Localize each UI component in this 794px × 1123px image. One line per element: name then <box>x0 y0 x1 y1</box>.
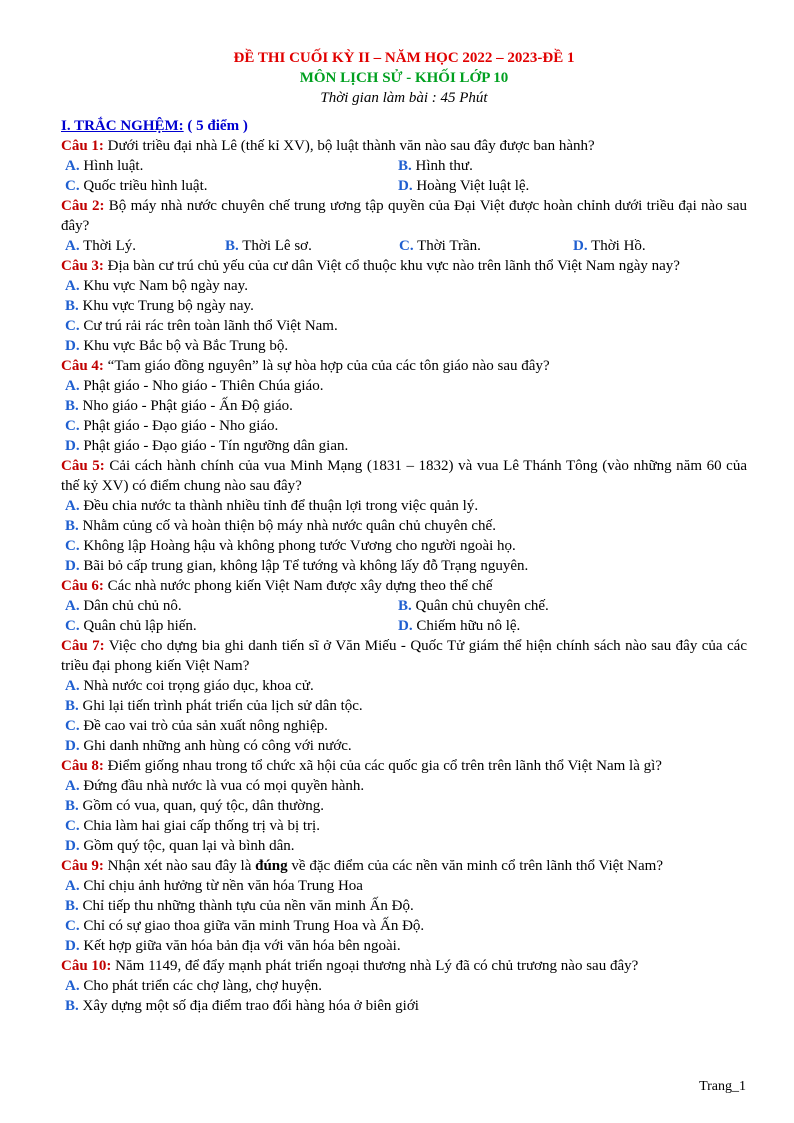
question-stem <box>104 138 595 154</box>
answer-text: Nhằm củng cố và hoàn thiện bộ máy nhà nước quân chủ chuyên chế. <box>78 518 496 534</box>
question-stem-text: Địa bàn cư trú chủ yếu của cư dân Việt cổ thuộc khu vực nào trên lãnh thổ Việt Nam ngày nay? <box>103 258 680 274</box>
question <box>61 136 747 156</box>
question-label: Câu 1: <box>61 138 104 154</box>
answer-text: Chia làm hai giai cấp thống trị và bị trị. <box>79 818 320 834</box>
answer-option <box>65 596 398 616</box>
question <box>61 636 747 676</box>
answer-option <box>61 276 747 296</box>
answer-letter: B. <box>65 518 79 534</box>
answer-text: Hình luật. <box>79 158 144 174</box>
answer-options <box>61 156 747 196</box>
answer-letter: D. <box>65 838 80 854</box>
question-stem-text: Dưới triều đại nhà Lê (thế kỉ XV), bộ luật thành văn nào sau đây được ban hành? <box>103 138 595 154</box>
question-label: Câu 6: <box>61 578 104 594</box>
answer-row <box>61 156 747 176</box>
question-stem <box>104 858 663 874</box>
answer-option <box>398 176 731 196</box>
question-stem <box>104 578 493 594</box>
answer-letter: A. <box>65 878 80 894</box>
answer-option <box>61 336 747 356</box>
answer-text: Thời Lê sơ. <box>238 238 312 254</box>
answer-letter: A. <box>65 678 80 694</box>
section-title: I. TRẮC NGHỆM: <box>61 118 184 134</box>
answer-letter: B. <box>398 598 412 614</box>
question-label: Câu 3: <box>61 258 104 274</box>
answer-row <box>61 176 747 196</box>
answer-letter: D. <box>398 618 413 634</box>
question-stem <box>111 958 638 974</box>
question <box>61 856 747 876</box>
answer-row <box>61 596 747 616</box>
answer-text: Dân chủ chủ nô. <box>79 598 182 614</box>
answer-text: Bãi bỏ cấp trung gian, không lập Tể tướng và không lấy đỗ Trạng nguyên. <box>79 558 529 574</box>
answer-options <box>61 236 747 256</box>
answer-options <box>61 676 747 756</box>
question-stem <box>61 198 747 234</box>
answer-text: Chỉ có sự giao thoa giữa văn minh Trung Hoa và Ấn Độ. <box>79 918 425 934</box>
answer-text: Hoàng Việt luật lệ. <box>412 178 530 194</box>
answer-text: Thời Trần. <box>413 238 481 254</box>
question-stem-text: về đặc điểm của các nền văn minh cổ trên lãnh thổ Việt Nam? <box>287 858 664 874</box>
answer-letter: B. <box>65 798 79 814</box>
answer-option <box>61 876 747 896</box>
answer-option <box>65 236 225 256</box>
answer-option <box>65 176 398 196</box>
question <box>61 256 747 276</box>
answer-option <box>65 156 398 176</box>
question <box>61 576 747 596</box>
answer-letter: A. <box>65 378 80 394</box>
answer-text: Ghi danh những anh hùng có công với nước. <box>79 738 352 754</box>
answer-letter: B. <box>65 398 79 414</box>
question <box>61 956 747 976</box>
answer-letter: B. <box>65 898 79 914</box>
answer-option <box>61 376 747 396</box>
question-list <box>61 136 747 1016</box>
answer-text: Quân chủ chuyên chế. <box>411 598 549 614</box>
question-stem <box>104 758 662 774</box>
answer-text: Chỉ tiếp thu những thành tựu của nền văn minh Ấn Độ. <box>78 898 414 914</box>
answer-text: Phật giáo - Đạo giáo - Tín ngưỡng dân gian. <box>79 438 349 454</box>
answer-text: Phật giáo - Đạo giáo - Nho giáo. <box>79 418 279 434</box>
answer-letter: B. <box>225 238 239 254</box>
answer-text: Gồm có vua, quan, quý tộc, dân thường. <box>78 798 324 814</box>
answer-letter: A. <box>65 978 80 994</box>
answer-option <box>61 496 747 516</box>
answer-option <box>61 436 747 456</box>
question-label: Câu 9: <box>61 858 104 874</box>
question-stem <box>61 638 747 674</box>
answer-option <box>61 836 747 856</box>
answer-text: Khu vực Bắc bộ và Bắc Trung bộ. <box>79 338 289 354</box>
answer-text: Đứng đầu nhà nước là vua có mọi quyền hành. <box>79 778 365 794</box>
answer-text: Gồm quý tộc, quan lại và bình dân. <box>79 838 295 854</box>
answer-options <box>61 276 747 356</box>
answer-letter: C. <box>65 318 80 334</box>
question-stem-text: Các nhà nước phong kiến Việt Nam được xây dựng theo thể chế <box>103 578 493 594</box>
answer-letter: B. <box>65 998 79 1014</box>
answer-text: Nho giáo - Phật giáo - Ấn Độ giáo. <box>78 398 293 414</box>
question-stem <box>104 258 680 274</box>
exam-page <box>61 0 747 1016</box>
question-label: Câu 5: <box>61 458 105 474</box>
answer-text: Xây dựng một số địa điểm trao đổi hàng hóa ở biên giới <box>78 998 419 1014</box>
answer-letter: B. <box>398 158 412 174</box>
answer-text: Đề cao vai trò của sản xuất nông nghiệp. <box>79 718 328 734</box>
answer-letter: C. <box>65 718 80 734</box>
question-stem <box>61 458 747 494</box>
answer-letter: C. <box>65 418 80 434</box>
answer-letter: D. <box>65 558 80 574</box>
answer-letter: C. <box>65 538 80 554</box>
answer-option <box>61 816 747 836</box>
answer-option <box>398 596 731 616</box>
question-stem-text: Bộ máy nhà nước chuyên chế trung ương tập quyền của Đại Việt được hoàn chỉnh dưới triều đại nào sau đây? <box>61 198 747 234</box>
answer-text: Cho phát triển các chợ làng, chợ huyện. <box>79 978 323 994</box>
answer-options <box>61 876 747 956</box>
answer-option <box>61 716 747 736</box>
answer-letter: A. <box>65 158 80 174</box>
answer-text: Hình thư. <box>411 158 473 174</box>
question-label: Câu 8: <box>61 758 104 774</box>
answer-text: Phật giáo - Nho giáo - Thiên Chúa giáo. <box>79 378 324 394</box>
question-stem-emphasis: đúng <box>255 858 288 874</box>
answer-text: Khu vực Trung bộ ngày nay. <box>78 298 254 314</box>
answer-letter: D. <box>573 238 588 254</box>
answer-options <box>61 596 747 636</box>
answer-letter: D. <box>65 738 80 754</box>
question <box>61 756 747 776</box>
answer-text: Ghi lại tiến trình phát triển của lịch sử dân tộc. <box>78 698 363 714</box>
answer-letter: A. <box>65 238 80 254</box>
answer-letter: C. <box>65 618 80 634</box>
answer-option <box>399 236 573 256</box>
question <box>61 196 747 236</box>
answer-row <box>61 616 747 636</box>
answer-option <box>61 936 747 956</box>
answer-text: Cư trú rải rác trên toàn lãnh thổ Việt Nam. <box>79 318 338 334</box>
question-stem-text: Điểm giống nhau trong tổ chức xã hội của các quốc gia cổ trên trên lãnh thổ Việt Nam là gì? <box>103 758 662 774</box>
answer-letter: D. <box>65 338 80 354</box>
answer-option <box>65 616 398 636</box>
answer-text: Chiếm hữu nô lệ. <box>412 618 521 634</box>
question-stem <box>104 358 550 374</box>
answer-option <box>61 696 747 716</box>
answer-letter: A. <box>65 778 80 794</box>
exam-title: ĐỀ THI CUỐI KỲ II – NĂM HỌC 2022 – 2023-ĐỀ 1 <box>233 50 575 66</box>
answer-text: Thời Lý. <box>79 238 136 254</box>
answer-text: Khu vực Nam bộ ngày nay. <box>79 278 248 294</box>
answer-option <box>573 236 646 256</box>
question-label: Câu 4: <box>61 358 104 374</box>
answer-text: Đều chia nước ta thành nhiều tỉnh để thuận lợi trong việc quản lý. <box>79 498 479 514</box>
answer-letter: A. <box>65 278 80 294</box>
answer-option <box>61 536 747 556</box>
exam-duration: Thời gian làm bài : 45 Phút <box>320 90 488 106</box>
answer-text: Quốc triều hình luật. <box>79 178 208 194</box>
answer-options <box>61 776 747 856</box>
answer-letter: B. <box>65 298 79 314</box>
answer-letter: A. <box>65 498 80 514</box>
exam-subject: MÔN LỊCH SỬ - KHỐI LỚP 10 <box>299 70 509 86</box>
answer-option <box>61 896 747 916</box>
answer-option <box>61 416 747 436</box>
answer-options <box>61 496 747 576</box>
answer-text: Chỉ chịu ảnh hưởng từ nền văn hóa Trung Hoa <box>79 878 363 894</box>
answer-option <box>398 156 731 176</box>
answer-letter: C. <box>65 818 80 834</box>
answer-option <box>61 296 747 316</box>
answer-option <box>61 976 747 996</box>
answer-letter: B. <box>65 698 79 714</box>
question-label: Câu 7: <box>61 638 105 654</box>
answer-option <box>225 236 399 256</box>
question-stem-text: Cải cách hành chính của vua Minh Mạng (1831 – 1832) và vua Lê Thánh Tông (vào những năm 60 của thế kỷ XV) có điểm chung nào sau đây? <box>61 458 747 494</box>
answer-option <box>61 916 747 936</box>
answer-options <box>61 376 747 456</box>
section-heading <box>61 116 747 136</box>
question-label: Câu 10: <box>61 958 112 974</box>
answer-text: Thời Hồ. <box>587 238 646 254</box>
answer-option <box>61 776 747 796</box>
question-stem-text: Việc cho dựng bia ghi danh tiến sĩ ở Văn Miếu - Quốc Tử giám thể hiện chính sách nào sau đây của các triều đại phong kiến Việt Nam? <box>61 638 748 674</box>
answer-letter: C. <box>65 918 80 934</box>
answer-option <box>61 516 747 536</box>
answer-text: Quân chủ lập hiến. <box>79 618 197 634</box>
answer-letter: D. <box>65 938 80 954</box>
page-number: Trang_1 <box>699 1079 746 1094</box>
answer-letter: C. <box>65 178 80 194</box>
answer-letter: D. <box>398 178 413 194</box>
question-stem-text: “Tam giáo đồng nguyên” là sự hòa hợp của của các tôn giáo nào sau đây? <box>103 358 550 374</box>
answer-letter: A. <box>65 598 80 614</box>
answer-option <box>61 676 747 696</box>
answer-option <box>398 616 731 636</box>
answer-text: Kết hợp giữa văn hóa bản địa với văn hóa bên ngoài. <box>79 938 401 954</box>
answer-text: Không lập Hoàng hậu và không phong tước Vương cho người ngoài họ. <box>79 538 516 554</box>
question <box>61 356 747 376</box>
answer-option <box>61 316 747 336</box>
section-points: ( 5 điểm ) <box>183 118 248 134</box>
answer-letter: C. <box>399 238 414 254</box>
answer-row <box>61 236 747 256</box>
answer-option <box>61 556 747 576</box>
answer-option <box>61 396 747 416</box>
answer-option <box>61 996 747 1016</box>
question-label: Câu 2: <box>61 198 105 214</box>
answer-letter: D. <box>65 438 80 454</box>
question <box>61 456 747 496</box>
answer-text: Nhà nước coi trọng giáo dục, khoa cử. <box>79 678 314 694</box>
answer-option <box>61 736 747 756</box>
answer-options <box>61 976 747 1016</box>
answer-option <box>61 796 747 816</box>
question-stem-text: Năm 1149, để đẩy mạnh phát triển ngoại thương nhà Lý đã có chủ trương nào sau đây? <box>111 958 639 974</box>
question-stem-text: Nhận xét nào sau đây là <box>103 858 256 874</box>
